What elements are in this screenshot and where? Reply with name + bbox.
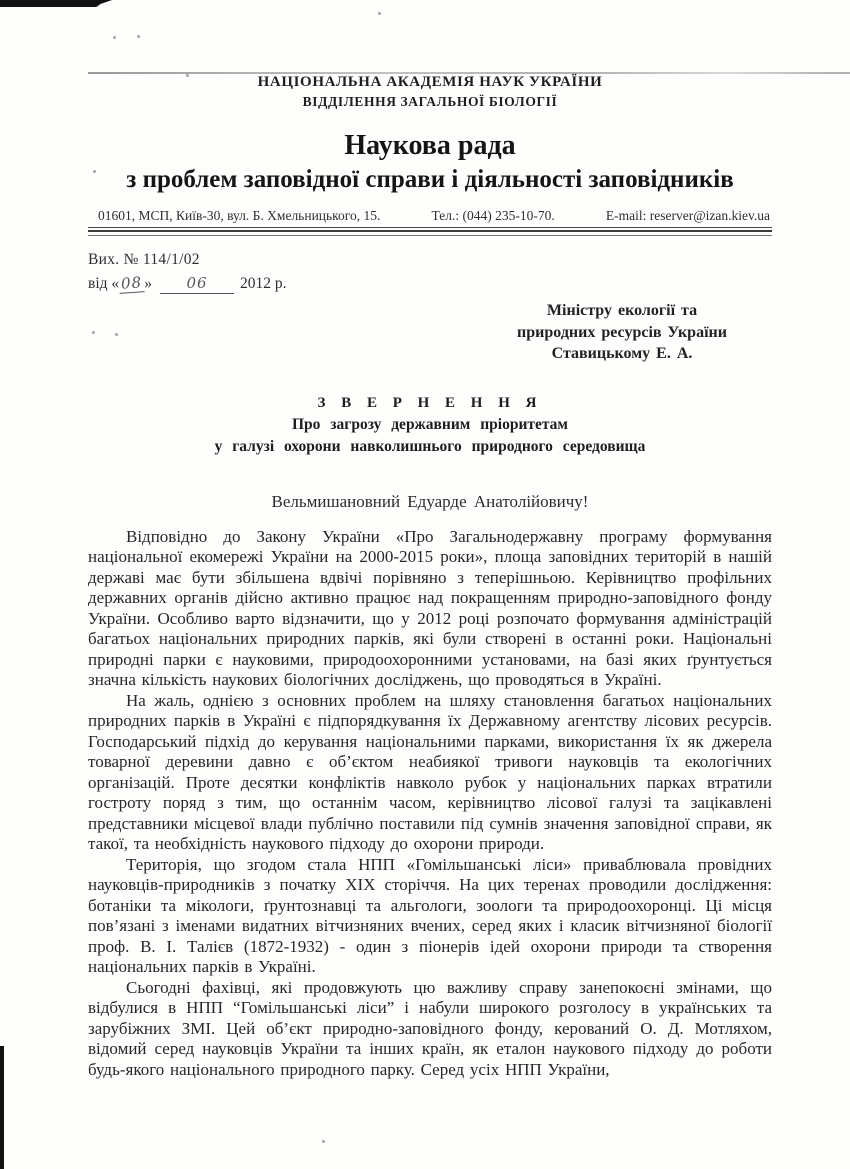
document-type-title: З В Е Р Н Е Н Н Я (317, 394, 543, 411)
letterhead-divider (88, 230, 772, 236)
handwritten-month: 06 (186, 274, 208, 292)
body-paragraph-1: Відповідно до Закону України «Про Загальнодержавну програму формування національної екомережі України на 2000-2015 роки», площа заповідних територій в нашій державі має бути збільшена вдвічі порівняно з теперішньою. Керівництво профільних державних органів дійсно активно працює над покращенням природно-заповідного фонду України. Особливо варто відзначити, що у 2012 році розпочато формування адміністрацій багатьох національних природних парків, які були створені в останні роки. Національні природні парки є науковими, природоохоронними установами, на базі яких ґрунтується значна кількість наукових біологічних досліджень, що проводяться в Україні. (88, 526, 772, 690)
scan-artifact-left-edge (0, 1046, 4, 1169)
letterhead (88, 74, 772, 236)
postal-address: 01601, МСП, Київ-30, вул. Б. Хмельницького, 15. (98, 208, 381, 223)
outgoing-number: Вих. № 114/1/02 (88, 251, 200, 268)
body-paragraph-3: Територія, що згодом стала НПП «Гомільшанські ліси» приваблювала провідних науковців-природників з початку XIX сторіччя. На цих теренах проводили дослідження: ботаніки та мікологи, ґрунтознавці та альгологи, зоологи та природоохоронці. Ці місця пов’язані з іменами видатних вітчизняних вчених, серед яких і класик вітчизняної біології проф. В. І. Талієв (1872-1932) - один з піонерів ідей охорони природи та створення національних парків в Україні. (88, 854, 772, 977)
addressee-line2: природних ресурсів України (517, 323, 727, 341)
scan-speck (137, 35, 140, 38)
subject-line2: у галузі охорони навколишнього природного середовища (214, 437, 646, 455)
addressee-block (472, 300, 772, 365)
scan-speck (113, 36, 116, 39)
subject-block (88, 395, 772, 456)
addressee-line3: Ставицькому Е. А. (551, 345, 693, 363)
reference-block (88, 251, 772, 294)
phone-number: Тел.: (044) 235-10-70. (431, 208, 555, 223)
letterhead-contact-row (88, 208, 772, 228)
org-name-line2: ВІДДІЛЕННЯ ЗАГАЛЬНОЇ БІОЛОГІЇ (302, 94, 558, 109)
date-year: 2012 р. (239, 275, 287, 292)
council-title-line1: Наукова рада (344, 130, 516, 161)
body-paragraph-2: На жаль, однією з основних проблем на шляху становлення багатьох національних природних парків в Україні є підпорядкування їх Державному агентству лісових ресурсів. Господарський підхід до керування національними парками, використання їх як джерела товарної деревини давно є об’єктом неабиякої тривоги науковців та екологічних організацій. Проте десятки конфліктів навколо рубок у національних парках втратили гостроту поряд з тим, що останнім часом, керівництво лісової галузі та зацікавлені представники місцевої влади публічно поставили під сумнів значення заповідної справи, як такої, та необхідність наукового підходу до охорони природи. (88, 690, 772, 854)
scan-speck (378, 12, 381, 15)
addressee-line1: Міністру екології та (546, 302, 698, 319)
scan-speck (186, 74, 189, 77)
scan-speck (92, 331, 95, 334)
subject-line1: Про загрозу державним пріоритетам (292, 415, 568, 433)
salutation: Вельмишановний Едуарде Анатолійовичу! (271, 491, 589, 511)
scan-artifact-top-bar (0, 0, 112, 7)
scan-speck (322, 1140, 325, 1143)
council-title-line2: з проблем заповідної справи і діяльності заповідників (126, 166, 734, 193)
date-prefix: від « (88, 275, 120, 292)
org-name-line1: НАЦІОНАЛЬНА АКАДЕМІЯ НАУК УКРАЇНИ (257, 74, 603, 90)
scan-speck (93, 170, 96, 173)
letter-body (88, 527, 772, 1081)
outgoing-date (88, 274, 772, 294)
handwritten-day: 08 (119, 273, 145, 294)
date-close-quote: » (144, 275, 152, 292)
scan-speck (115, 333, 118, 336)
email-address: E-mail: reserver@izan.kiev.ua (605, 208, 770, 223)
body-paragraph-4: Сьогодні фахівці, які продовжують цю важливу справу занепокоєні змінами, що відбулися в НПП “Гомільшанські ліси” і набули широкого розголосу в українських та зарубіжних ЗМІ. Цей об’єкт природно-заповідного фонду, керований О. Д. Мотляхом, відомий серед науковців України та інших країн, як еталон наукового підходу до роботи будь-якого національного природного парку. Серед усіх НПП України, (88, 977, 772, 1079)
